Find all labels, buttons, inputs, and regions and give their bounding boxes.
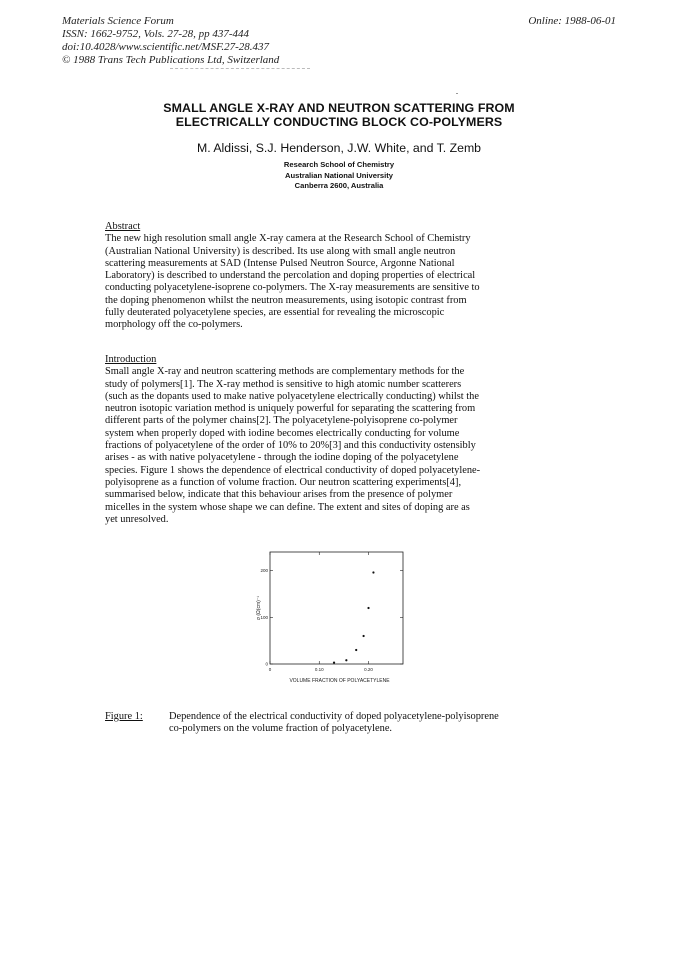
conductivity-scatter-plot [250, 546, 420, 686]
introduction-line: study of polymers[1]. The X-ray method is sensitive to high atomic number scatterers [105, 378, 462, 390]
abstract-heading: Abstract [105, 221, 141, 232]
affiliation-line-1: Research School of Chemistry [283, 160, 395, 169]
title-line-2: ELECTRICALLY CONDUCTING BLOCK CO-POLYMERS [175, 115, 503, 129]
data-point [333, 662, 335, 664]
figure-caption-text [169, 711, 499, 736]
abstract-line: morphology off the co-polymers. [105, 319, 243, 331]
x-axis-label: VOLUME FRACTION OF POLYACETYLENE [289, 678, 390, 684]
x-tick-label: 0 [268, 667, 272, 672]
journal-header [62, 15, 279, 67]
x-tick-label: 0.20 [364, 667, 373, 672]
introduction-line: polyisoprene as a function of volume fraction. Our neutron scattering experiments[4], [105, 476, 462, 488]
introduction-line: neutron isotopic variation method is uniquely powerful for separating the scattering from [105, 403, 476, 415]
data-point [367, 607, 369, 609]
data-point [355, 649, 357, 651]
y-tick-label: 100 [260, 614, 268, 620]
journal-name: Materials Science Forum [62, 15, 174, 27]
abstract-line: The new high resolution small angle X-ray camera at the Research School of Chemistry [105, 233, 471, 245]
y-tick-label: 0 [265, 661, 268, 667]
y-tick-label: 200 [260, 568, 268, 574]
introduction-line: Small angle X-ray and neutron scattering methods are complementary methods for the [105, 366, 465, 378]
abstract-line: the doping phenomenon whilst the neutron measurements, using isotopic contrast from [105, 294, 467, 306]
title-line-1: SMALL ANGLE X-RAY AND NEUTRON SCATTERING FROM [163, 101, 515, 115]
introduction-line: (such as the dopants used to make native polyacetylene electrically conducting) whilst the [105, 390, 479, 402]
plot-frame [270, 552, 403, 664]
introduction-line: yet unresolved. [105, 513, 169, 525]
data-point [372, 571, 374, 573]
paper-title [0, 101, 678, 129]
introduction-section [105, 354, 575, 526]
caption-line-2: co-polymers on the volume fraction of polyacetylene. [169, 723, 393, 735]
introduction-line: different parts of the polymer chains[2]. The polyacetylene-polyisoprene co-polymer [105, 415, 458, 427]
journal-copyright: © 1988 Trans Tech Publications Ltd, Switzerland [62, 54, 280, 66]
abstract-line: (Australian National University) is described. Its use along with small angle neutron [105, 245, 456, 257]
online-date: Online: 1988-06-01 [528, 15, 616, 27]
affiliation-line-2: Australian National University [284, 170, 394, 180]
introduction-line: micelles in the system whose shape we can define. The extent and sites of doping are as [105, 501, 470, 513]
data-point [362, 635, 364, 637]
x-tick-label: 0.10 [314, 667, 324, 672]
scan-dot [456, 93, 458, 94]
abstract-line: scattering measurements at SAD (Intense Pulsed Neutron Source, Argonne National [105, 257, 455, 269]
affiliation [0, 160, 678, 192]
abstract-line: Laboratory) is described to understand the percolation and doping properties of electrical [105, 270, 476, 282]
journal-issn: ISSN: 1662-9752, Vols. 27-28, pp 437-444 [62, 28, 249, 40]
affiliation-line-3: Canberra 2600, Australia [294, 181, 384, 190]
introduction-heading: Introduction [105, 354, 157, 365]
introduction-line: system when properly doped with iodine becomes electrically conducting for volume [105, 427, 460, 439]
abstract-line: conducting polyacetylene-isoprene co-polymers. The X-ray measurements are sensitive to [105, 282, 480, 294]
introduction-line: species. Figure 1 shows the dependence of electrical conductivity of doped polyacetylene- [105, 464, 481, 476]
introduction-line: summarised below, indicate that this behaviour arises from the presence of polymer [105, 489, 453, 501]
y-axis-label: σ (Ω(cm)⁻¹ [256, 595, 262, 621]
abstract-line: fully deuterated polyacetylene species, are essential for revealing the microscopic [105, 307, 445, 319]
introduction-line: fractions of polyacetylene of the order of 10% to 20%[3] and this conductivity ostensibly [105, 440, 476, 452]
scan-artifact [170, 68, 310, 73]
figure-label: Figure 1: [105, 711, 143, 722]
caption-line-1: Dependence of the electrical conductivity of doped polyacetylene-polyisoprene [169, 711, 499, 722]
figure-1-chart [250, 546, 420, 686]
abstract-section [105, 221, 575, 332]
data-point [345, 659, 347, 661]
introduction-line: arises - as with native polyacetylene - through the iodine doping of the polyacetylene [105, 452, 459, 464]
author-list: M. Aldissi, S.J. Henderson, J.W. White, and T. Zemb [196, 141, 482, 155]
journal-doi: doi:10.4028/www.scientific.net/MSF.27-28.437 [62, 41, 270, 53]
